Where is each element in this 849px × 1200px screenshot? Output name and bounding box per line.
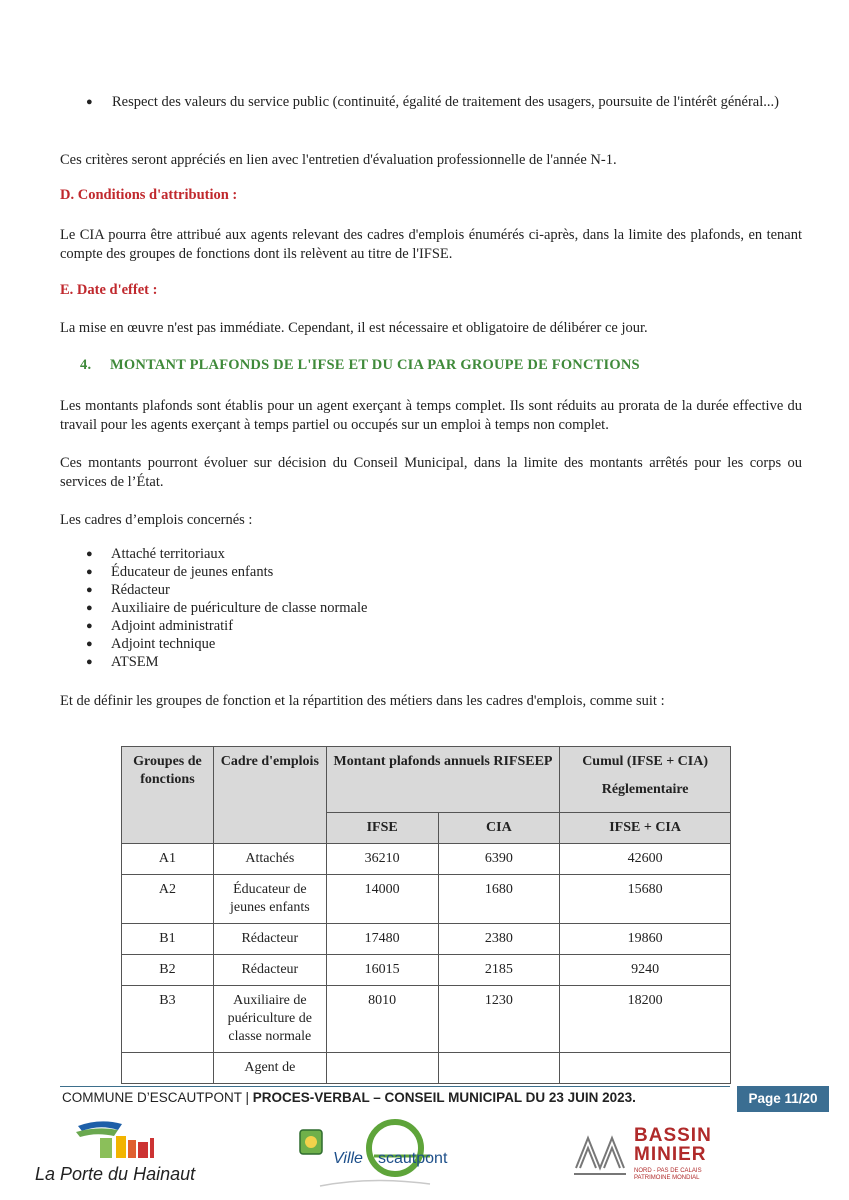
- table-row: B3 Auxiliaire de puériculture de classe normale 8010 1230 18200: [122, 986, 731, 1053]
- bullet-dot: ●: [86, 96, 93, 108]
- header-cadre: Cadre d'emplois: [213, 747, 326, 844]
- paragraph-cadres: Les cadres d’emplois concernés :: [60, 512, 253, 528]
- header-ifse-cia: IFSE + CIA: [560, 813, 731, 844]
- list-item: ● Attaché territoriaux: [86, 546, 225, 562]
- bassin-minier-emblem-icon: [570, 1124, 630, 1184]
- footer-text: COMMUNE D’ESCAUTPONT | PROCES-VERBAL – CONSEIL MUNICIPAL DU 23 JUIN 2023.: [62, 1090, 636, 1105]
- heading-date-effet: E. Date d'effet :: [60, 282, 158, 298]
- bullet-service-public: [86, 93, 802, 112]
- section-4-title: [80, 357, 640, 374]
- list-item: ● ATSEM: [86, 654, 159, 670]
- porte-hainaut-logo: La Porte du Hainaut: [30, 1118, 220, 1188]
- table-row: B2 Rédacteur 16015 2185 9240: [122, 955, 731, 986]
- paragraph-conditions: Le CIA pourra être attribué aux agents relevant des cadres d'emplois énumérés ci-après, dans la limite des plafonds, en tenant compte des groupes de fonctions dont ils relèvent au titre de l'IFSE.: [60, 227, 802, 262]
- porte-hainaut-emblem-icon: [30, 1118, 160, 1162]
- header-montant: Montant plafonds annuels RIFSEEP: [326, 747, 559, 813]
- paragraph-criteres: Ces critères seront appréciés en lien avec l'entretien d'évaluation professionnelle de l'année N-1.: [60, 152, 617, 168]
- ville-escautpont-logo: Ville scautpont: [290, 1118, 450, 1193]
- section-title-text: MONTANT PLAFONDS DE L'IFSE ET DU CIA PAR GROUPE DE FONCTIONS: [110, 357, 640, 373]
- list-item: ● Auxiliaire de puériculture de classe normale: [86, 600, 368, 616]
- list-item: ● Adjoint technique: [86, 636, 216, 652]
- header-ifse: IFSE: [326, 813, 438, 844]
- heading-conditions-attribution: D. Conditions d'attribution :: [60, 187, 238, 203]
- bassin-minier-logo: BASSIN MINIER NORD - PAS DE CALAIS PATRIMOINE MONDIAL: [570, 1122, 740, 1187]
- paragraph-date-effet: La mise en œuvre n'est pas immédiate. Cependant, il est nécessaire et obligatoire de délibérer ce jour.: [60, 320, 648, 336]
- paragraph-montants: Les montants plafonds sont établis pour un agent exerçant à temps complet. Ils sont réduits au prorata de la durée effective du travail pour les agents exerçant à temps partiel ou occupés sur un emploi à temps non complet.: [60, 398, 802, 433]
- paragraph-evolution: Ces montants pourront évoluer sur décision du Conseil Municipal, dans la limite des montants arrêtés pour les corps ou services de l’État.: [60, 455, 802, 490]
- rifseep-table: [121, 746, 731, 1084]
- header-cia: CIA: [438, 813, 560, 844]
- list-item: ● Rédacteur: [86, 582, 170, 598]
- table-row: A2 Éducateur de jeunes enfants 14000 1680 15680: [122, 875, 731, 924]
- table-row: B1 Rédacteur 17480 2380 19860: [122, 924, 731, 955]
- paragraph-definir: Et de définir les groupes de fonction et la répartition des métiers dans les cadres d'emplois, comme suit :: [60, 693, 665, 709]
- header-cumul: Cumul (IFSE + CIA) Réglementaire: [560, 747, 731, 813]
- list-item: ● Éducateur de jeunes enfants: [86, 564, 274, 580]
- header-groupes: Groupes de fonctions: [122, 747, 214, 844]
- table-row: Agent de: [122, 1053, 731, 1084]
- list-item: ● Adjoint administratif: [86, 618, 234, 634]
- section-number: 4.: [80, 357, 92, 373]
- footer-divider: [60, 1086, 730, 1087]
- table-row: A1 Attachés 36210 6390 42600: [122, 844, 731, 875]
- page-number-badge: Page 11/20: [737, 1086, 829, 1112]
- bullet-text: Respect des valeurs du service public (continuité, égalité de traitement des usagers, poursuite de l'intérêt général...): [112, 94, 779, 110]
